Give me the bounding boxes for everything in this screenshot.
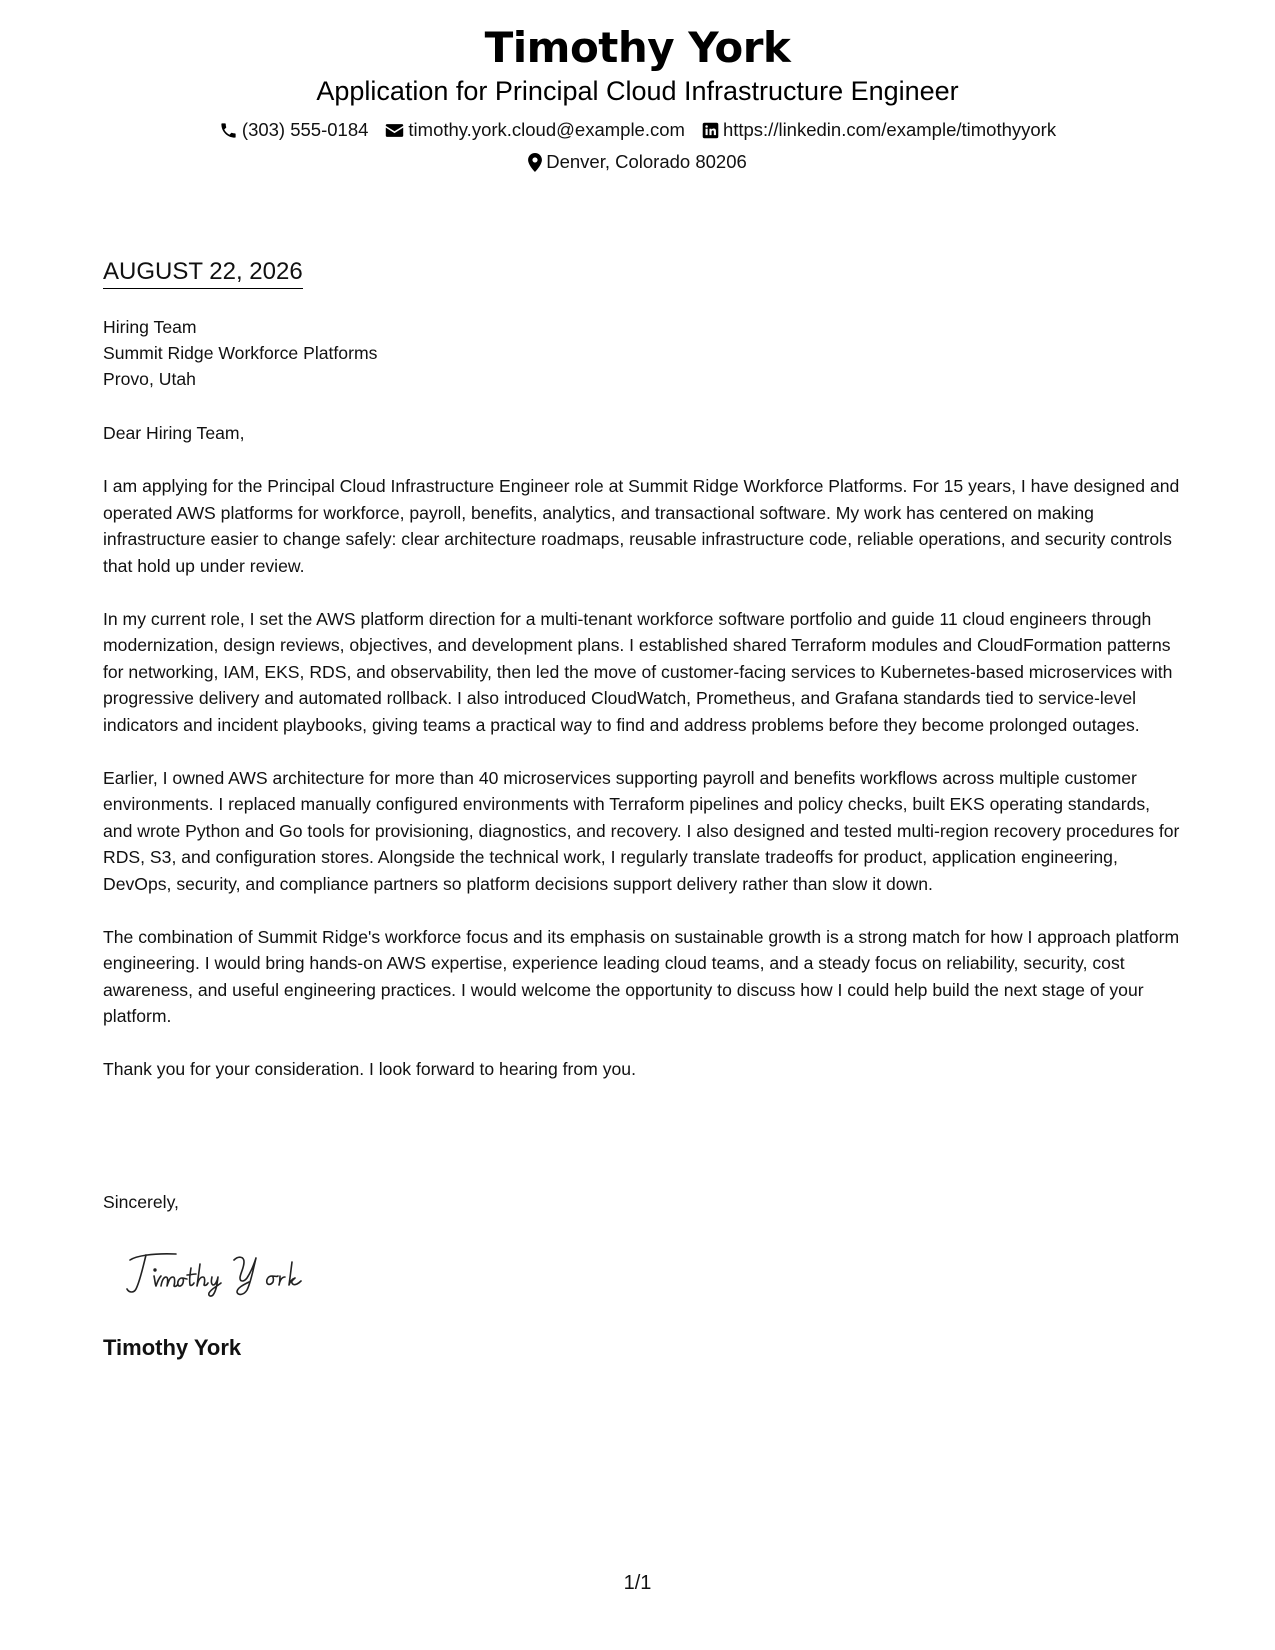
- envelope-icon: [385, 123, 404, 138]
- phone-icon: [219, 121, 238, 140]
- body-paragraph: The combination of Summit Ridge's workforce focus and its emphasis on sustainable growth is a strong match for how I approach platform engineering. I would bring hands-on AWS expertise, experience leading cloud teams, and a steady focus on reliability, security, cost awareness, and useful engineering practices. I would welcome the opportunity to discuss how I could help build the next stage of your platform.: [103, 926, 1180, 1026]
- contact-row: [0, 118, 1275, 142]
- letter-body: [103, 314, 1183, 1109]
- signer-name: Timothy York: [103, 1335, 242, 1360]
- applicant-name: Timothy York: [484, 23, 791, 72]
- page-indicator: 1/1: [623, 1572, 652, 1594]
- email-address[interactable]: timothy.york.cloud@example.com: [408, 119, 685, 140]
- body-paragraph: Thank you for your consideration. I look forward to hearing from you.: [103, 1059, 636, 1079]
- salutation: Dear Hiring Team,: [103, 423, 245, 443]
- handwritten-signature: [124, 1242, 344, 1309]
- recipient-line: Hiring Team: [103, 317, 197, 337]
- email-contact[interactable]: [385, 118, 685, 142]
- body-paragraph: In my current role, I set the AWS platform direction for a multi-tenant workforce software portfolio and guide 11 cloud engineers through modernization, design reviews, objectives, and development plans. I established shared Terraform modules and CloudFormation patterns for networking, IAM, EKS, RDS, and observability, then led the move of customer-facing services to Kubernetes-based microservices with progressive delivery and automated rollback. I also introduced CloudWatch, Prometheus, and Grafana standards tied to service-level indicators and incident playbooks, giving teams a practical way to find and address problems before they become prolonged outages.: [103, 608, 1173, 735]
- location-row: [0, 150, 1275, 174]
- recipient-line: Summit Ridge Workforce Platforms: [103, 343, 378, 363]
- phone-number: (303) 555-0184: [241, 119, 369, 140]
- body-paragraph: I am applying for the Principal Cloud Infrastructure Engineer role at Summit Ridge Workforce Platforms. For 15 years, I have designed and operated AWS platforms for workforce, payroll, benefits, analytics, and transactional software. My work has centered on making infrastructure easier to change safely: clear architecture roadmaps, reusable infrastructure code, reliable operations, and security controls that hold up under review.: [103, 476, 1180, 576]
- body-paragraph: Earlier, I owned AWS architecture for more than 40 microservices supporting payroll and benefits workflows across multiple customer environments. I replaced manually configured environments with Terraform pipelines and policy checks, built EKS operating standards, and wrote Python and Go tools for provisioning, diagnostics, and recovery. I also designed and tested multi-region recovery procedures for RDS, S3, and configuration stores. Alongside the technical work, I regularly translate tradeoffs for product, application engineering, DevOps, security, and compliance partners so platform decisions support delivery rather than slow it down.: [103, 767, 1180, 894]
- closing: Sincerely,: [103, 1192, 179, 1212]
- application-title: Application for Principal Cloud Infrastructure Engineer: [316, 76, 959, 106]
- phone-contact: [219, 118, 369, 142]
- location-text: Denver, Colorado 80206: [546, 151, 747, 172]
- linkedin-icon: [702, 122, 719, 139]
- location-contact: [528, 150, 747, 174]
- letter-date: AUGUST 22, 2026: [103, 256, 303, 289]
- recipient-address: [103, 314, 1183, 392]
- linkedin-contact[interactable]: [702, 118, 1056, 142]
- map-marker-icon: [528, 153, 542, 172]
- letter-header: [0, 22, 1275, 174]
- linkedin-url[interactable]: https://linkedin.com/example/timothyyork: [722, 119, 1057, 140]
- recipient-line: Provo, Utah: [103, 369, 196, 389]
